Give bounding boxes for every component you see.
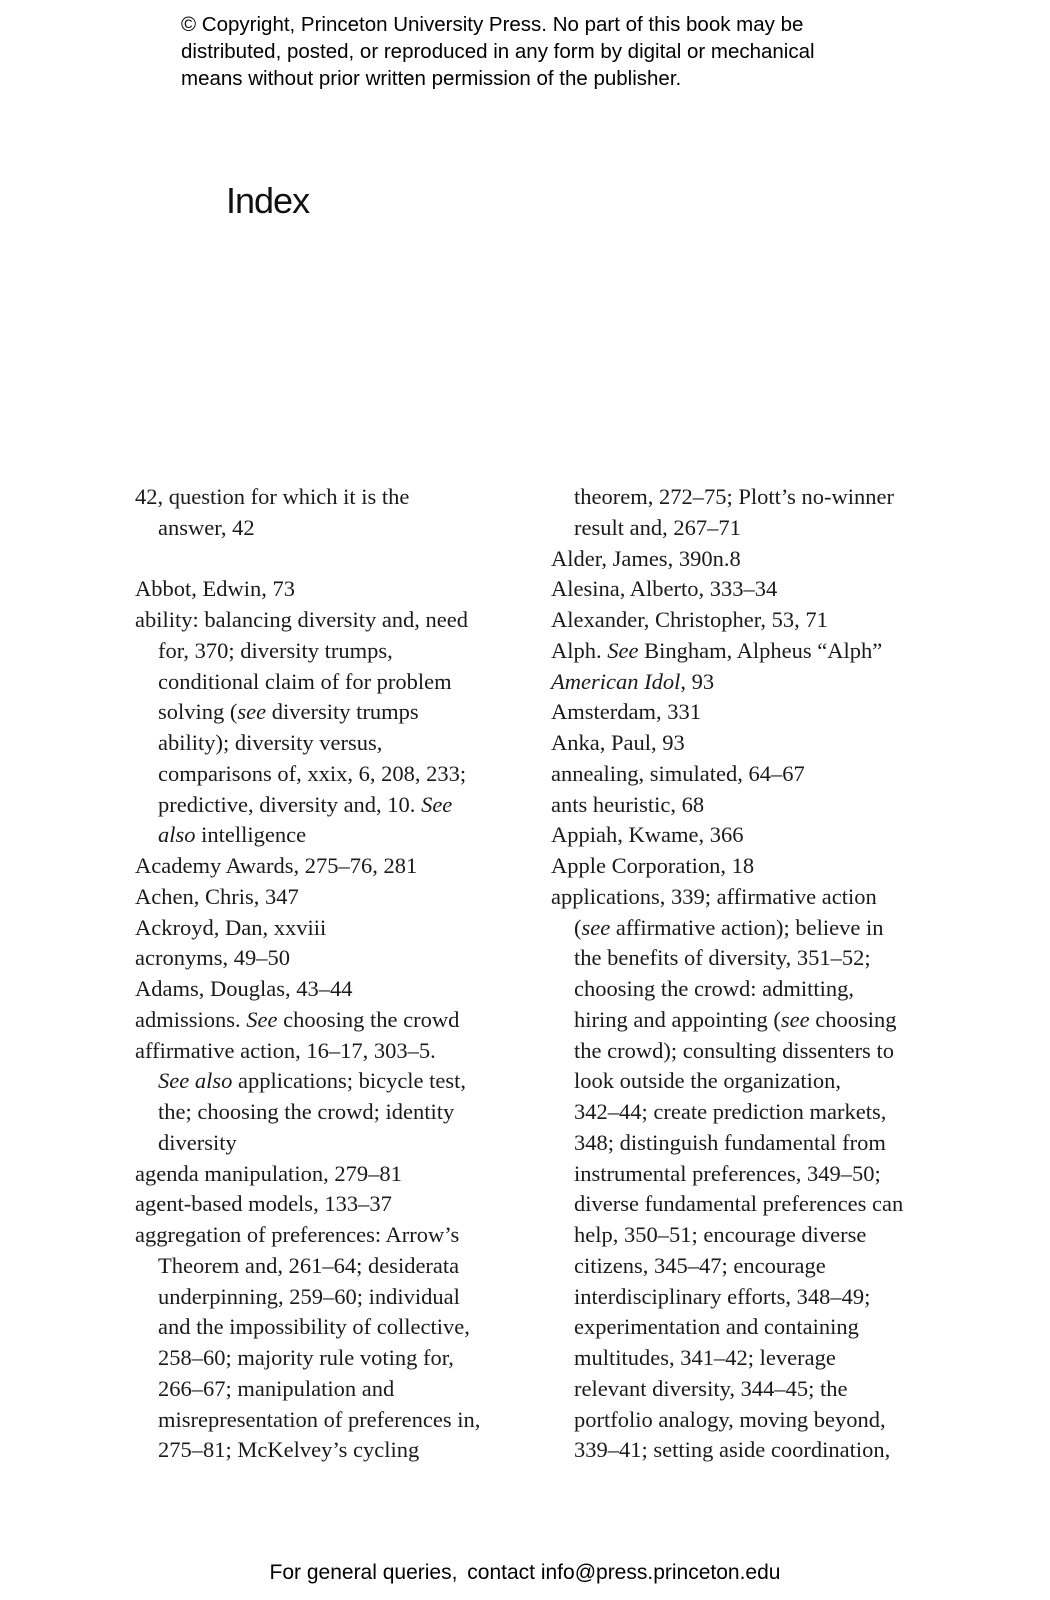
index-line: underpinning, 259–60; individual: [158, 1283, 460, 1309]
index-line: [135, 1005, 480, 1036]
italic-text: see: [780, 1006, 810, 1032]
text: admissions.: [135, 1006, 247, 1032]
footer-contact: [0, 1561, 1050, 1585]
index-line: instrumental preferences, 349–50;: [574, 1160, 881, 1186]
index-line: answer, 42: [158, 514, 255, 540]
index-line: agenda manipulation, 279–81: [135, 1160, 402, 1186]
index-line: multitudes, 341–42; leverage: [574, 1345, 836, 1370]
index-line: Anka, Paul, 93: [551, 730, 685, 755]
index-line: [135, 697, 480, 728]
spacer: [135, 544, 480, 575]
index-line: 348; distinguish fundamental from: [574, 1129, 886, 1155]
text: choosing: [809, 1006, 897, 1032]
index-line: annealing, simulated, 64–67: [551, 760, 805, 786]
index-line: Alexander, Christopher, 53, 71: [551, 607, 828, 632]
index-line: acronyms, 49–50: [135, 945, 290, 971]
index-line: 42, question for which it is the: [135, 484, 410, 509]
italic-text: See: [246, 1006, 278, 1032]
index-line: Adams, Douglas, 43–44: [135, 976, 353, 1001]
index-line: ants heuristic, 68: [551, 791, 705, 817]
index-line: the; choosing the crowd; identity: [158, 1099, 455, 1124]
index-line: 342–44; create prediction markets,: [574, 1099, 887, 1124]
text: solving (: [158, 699, 238, 725]
index-line: Alesina, Alberto, 333–34: [551, 576, 778, 602]
index-column-right: [551, 482, 903, 1466]
index-line: [551, 636, 903, 667]
index-line: look outside the organization,: [574, 1068, 842, 1094]
italic-text: See: [421, 791, 453, 817]
index-line: theorem, 272–75; Plott’s no-winner: [574, 484, 894, 509]
index-line: experimentation and containing: [574, 1314, 859, 1340]
copyright-line: © Copyright, Princeton University Press. No part of this book may be: [181, 13, 804, 36]
index-line: Abbot, Edwin, 73: [135, 576, 295, 602]
text: (: [574, 914, 582, 940]
italic-text: See: [607, 637, 639, 663]
index-line: misrepresentation of preferences in,: [158, 1406, 481, 1432]
index-line: and the impossibility of collective,: [158, 1314, 470, 1340]
index-line: Amsterdam, 331: [551, 699, 701, 725]
index-line: Ackroyd, Dan, xxviii: [135, 914, 327, 940]
index-line: affirmative action, 16–17, 303–5.: [135, 1037, 436, 1063]
index-line: Alder, James, 390n.8: [551, 545, 741, 571]
index-line: [551, 913, 903, 944]
index-line: Academy Awards, 275–76, 281: [135, 853, 418, 878]
index-line: help, 350–51; encourage diverse: [574, 1222, 867, 1247]
index-line: applications, 339; affirmative action: [551, 883, 877, 909]
italic-text: also: [158, 822, 196, 848]
text: Alph.: [551, 637, 608, 663]
index-line: Achen, Chris, 347: [135, 883, 299, 909]
copyright-line: means without prior written permission of the publisher.: [181, 67, 682, 90]
index-line: 258–60; majority rule voting for,: [158, 1345, 454, 1370]
italic-text: see: [237, 699, 267, 725]
index-line: ability: balancing diversity and, need: [135, 607, 469, 632]
index-line: 266–67; manipulation and: [158, 1375, 395, 1401]
text: affirmative action); believe in: [610, 914, 884, 940]
index-line: [135, 820, 480, 851]
index-column-left: [135, 482, 480, 1466]
copyright-notice: [181, 11, 941, 92]
index-line: ability); diversity versus,: [158, 730, 383, 755]
copyright-line: distributed, posted, or reproduced in any form by digital or mechanical: [181, 40, 815, 63]
index-line: Apple Corporation, 18: [551, 853, 755, 878]
index-line: the crowd); consulting dissenters to: [574, 1037, 894, 1063]
index-line: relevant diversity, 344–45; the: [574, 1375, 848, 1401]
index-line: diverse fundamental preferences can: [574, 1191, 904, 1217]
index-line: diversity: [158, 1129, 237, 1155]
index-line: 275–81; McKelvey’s cycling: [158, 1437, 420, 1463]
index-line: citizens, 345–47; encourage: [574, 1252, 826, 1278]
index-line: [551, 667, 903, 698]
text: applications; bicycle test,: [232, 1068, 467, 1094]
index-line: conditional claim of for problem: [158, 668, 452, 694]
index-line: Theorem and, 261–64; desiderata: [158, 1252, 460, 1278]
index-line: choosing the crowd: admitting,: [574, 976, 854, 1001]
index-line: 339–41; setting aside coordination,: [574, 1437, 891, 1463]
index-line: interdisciplinary efforts, 348–49;: [574, 1283, 871, 1309]
footer-label: For general queries,: [269, 1561, 458, 1584]
index-line: result and, 267–71: [574, 514, 741, 540]
index-line: Appiah, Kwame, 366: [551, 822, 744, 848]
text: Bingham, Alpheus “Alph”: [638, 637, 883, 663]
page-title: Index: [226, 180, 310, 221]
index-line: the benefits of diversity, 351–52;: [574, 945, 871, 971]
text: intelligence: [195, 822, 307, 848]
italic-text: See also: [158, 1068, 233, 1094]
text: diversity trumps: [266, 699, 419, 725]
index-line: [135, 1066, 480, 1097]
index-line: [551, 1005, 903, 1036]
text: choosing the crowd: [277, 1006, 460, 1032]
index-line: for, 370; diversity trumps,: [158, 637, 393, 663]
index-line: [135, 790, 480, 821]
text: hiring and appointing (: [574, 1006, 781, 1032]
index-line: aggregation of preferences: Arrow’s: [135, 1222, 460, 1247]
footer-email: contact info@press.princeton.edu: [467, 1561, 781, 1584]
italic-text: see: [581, 914, 611, 940]
text: , 93: [680, 668, 715, 694]
index-line: agent-based models, 133–37: [135, 1191, 392, 1217]
index-line: portfolio analogy, moving beyond,: [574, 1406, 886, 1432]
index-line: comparisons of, xxix, 6, 208, 233;: [158, 760, 467, 786]
text: predictive, diversity and, 10.: [158, 791, 422, 817]
italic-text: American Idol: [551, 668, 681, 694]
